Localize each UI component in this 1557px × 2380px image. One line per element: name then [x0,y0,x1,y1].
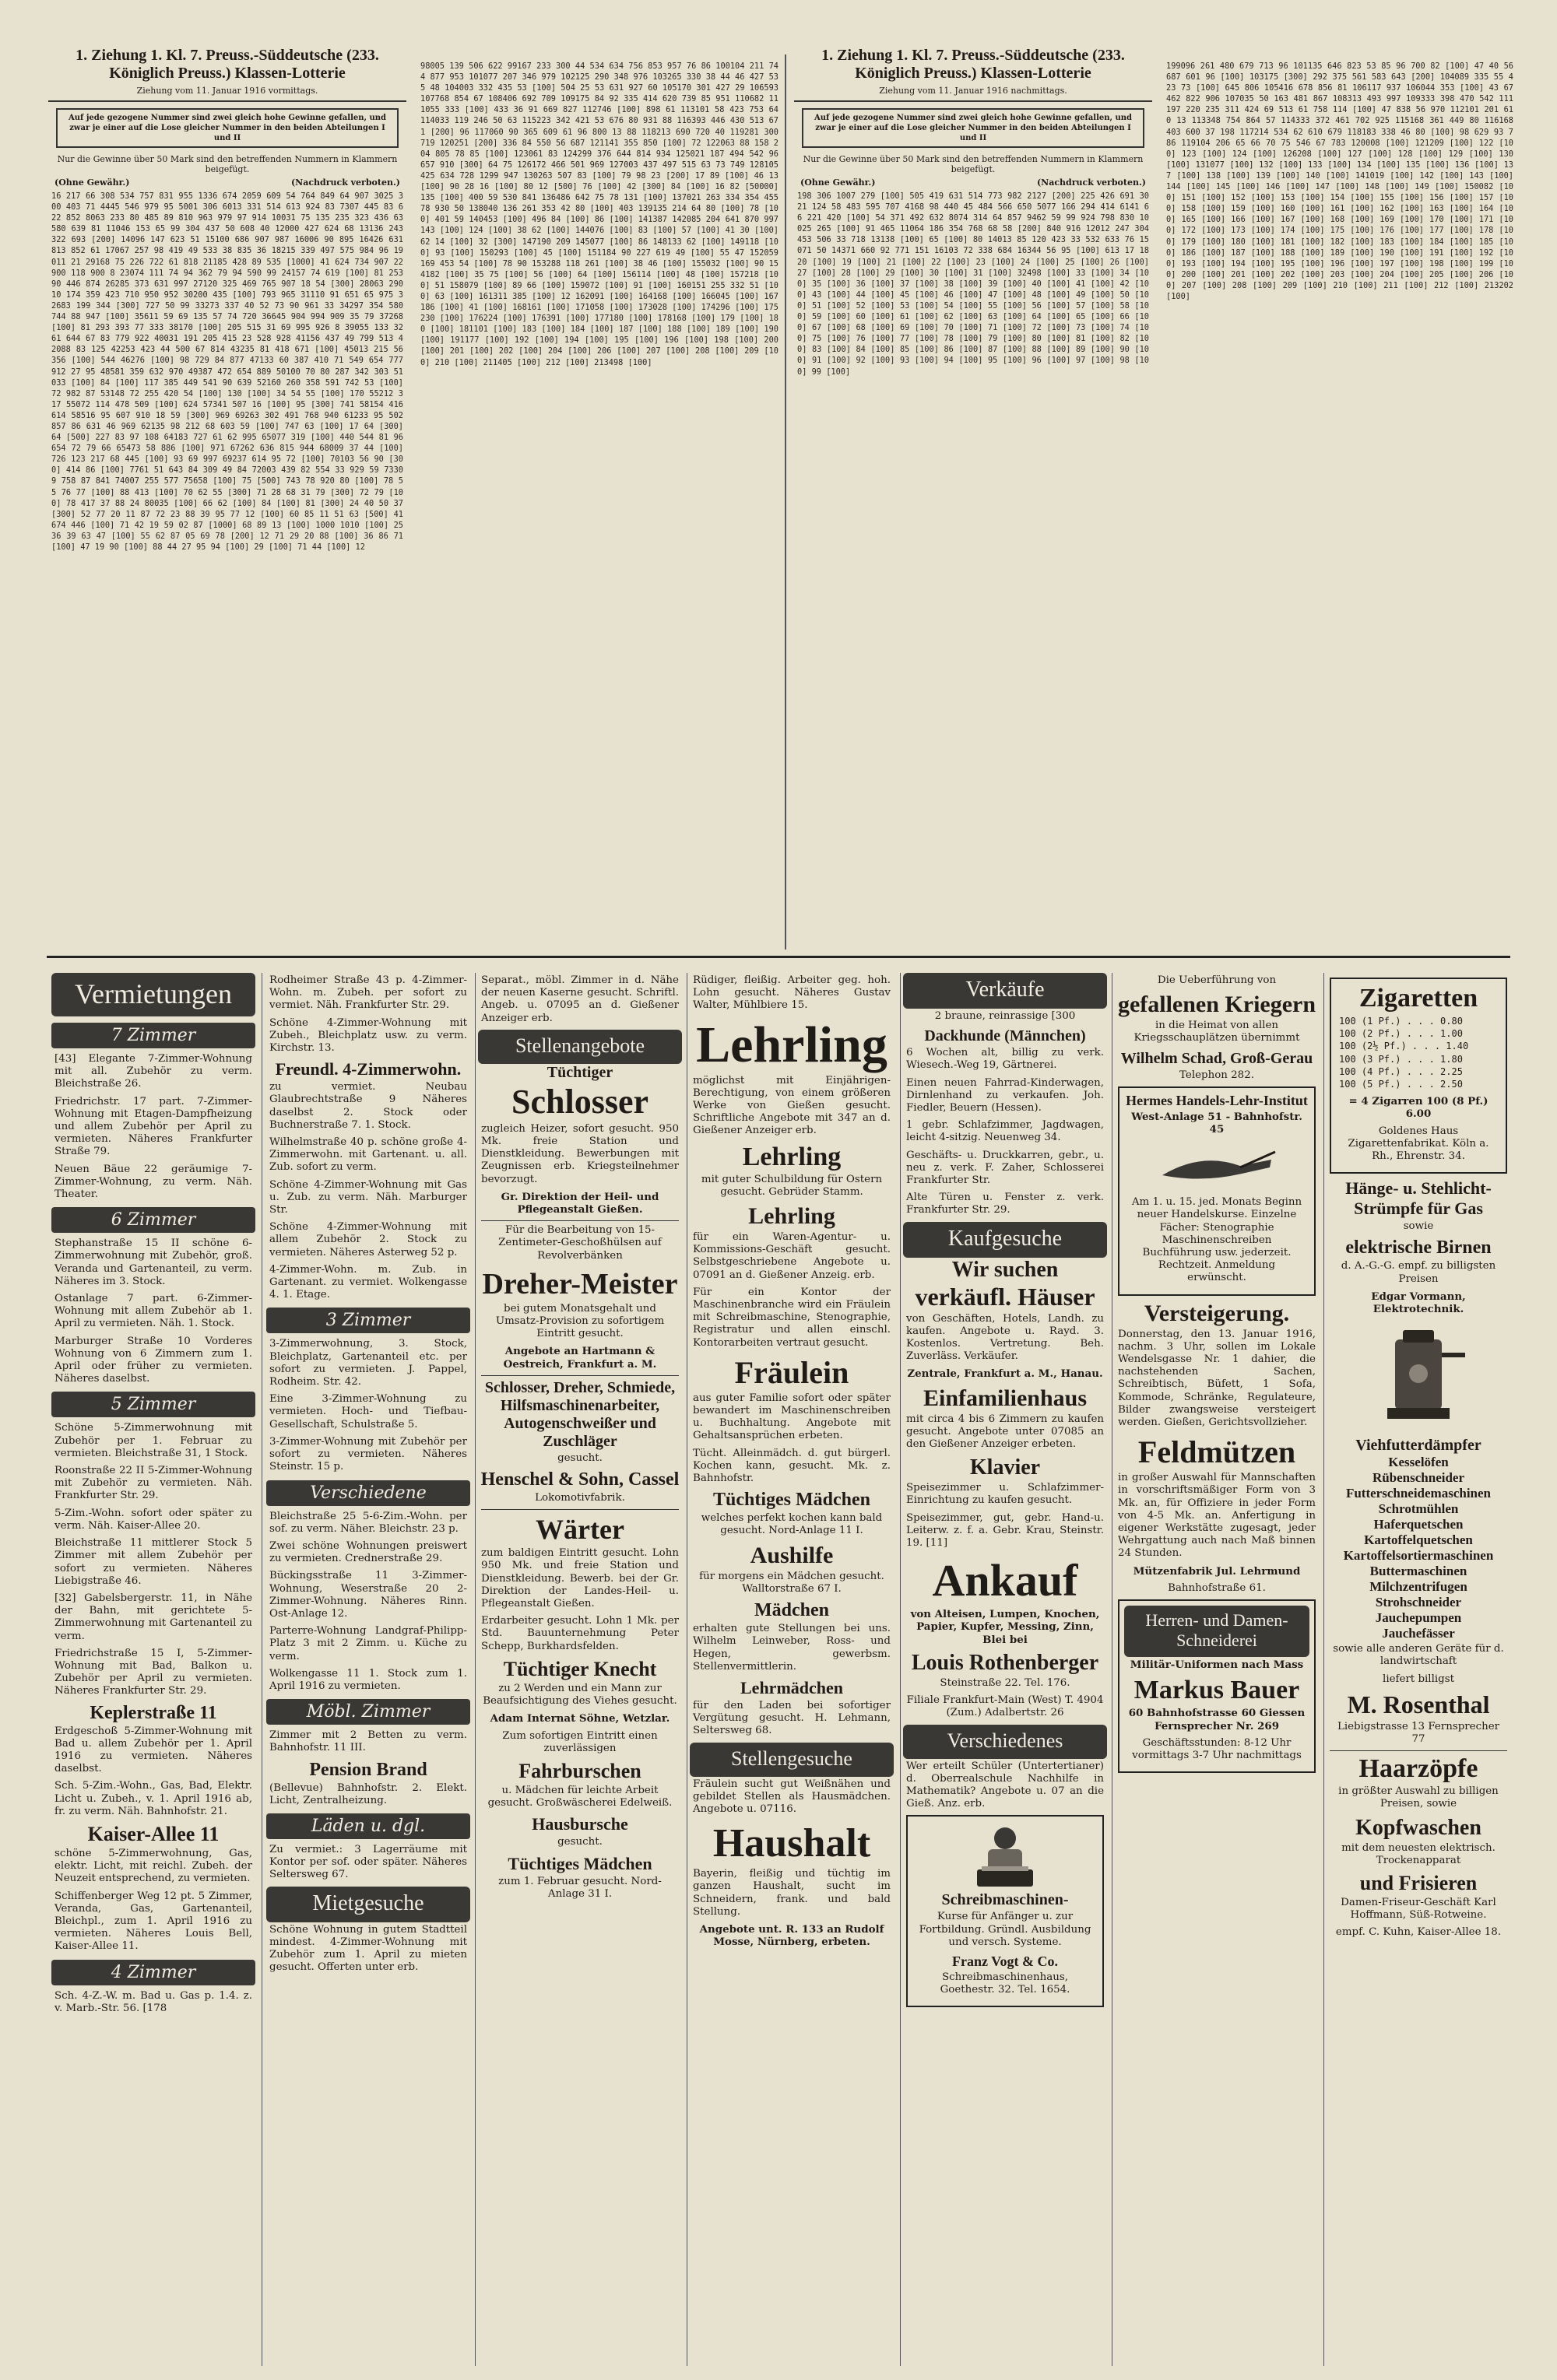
classified-ad: für den Laden bei sofortiger Vergütung gesucht. H. Lehmann, Seltersweg 68. [693,1699,891,1737]
classified-ad: Wilhelmstraße 40 p. schöne große 4-Zimmerwohn. mit Gartenant. u. all. Zub. sofort zu verm. [269,1136,467,1174]
ad-headline: Tüchtiges Mädchen [508,1853,652,1873]
typewriter-ad [906,1815,1104,2007]
lottery-info-box: Auf jede gezogene Nummer sind zwei gleich hohe Gewinne gefallen, und zwar je einer auf die Lose gleicher Nummer in den beiden Abteilungen I und II [56,108,399,148]
ad-headline: Lehrling [748,1203,835,1230]
ad-headline: Franz Vogt & Co. [952,1953,1058,1969]
classified-ad: schöne 5-Zimmerwohnung, Gas, elektr. Licht, mit reichl. Zubeh. der Neuzeit entsprechend, zu vermieten. [54,1847,252,1885]
classified-ad: Separat., möbl. Zimmer in d. Nähe der neuen Kaserne gesucht. Schriftl. Angeb. u. 07095 an d. Gießener Anzeiger erb. [481,974,679,1024]
classified-ad: 2 braune, reinrassige [300 [934,1010,1076,1022]
product-item: Kesselöfen [1388,1455,1449,1470]
classified-ad: zugleich Heizer, sofort gesucht. 950 Mk. freie Station und Dienstkleidung. Bewerbungen mit Zeugnissen erb. Kriegsteilnehmer bevorzugt. [481,1122,679,1185]
section-banner-wanted-rentals: Mietgesuche [266,1887,470,1922]
column-sales [903,973,1107,2366]
lottery-title: 1. Ziehung 1. Kl. 7. Preuss.-Süddeutsche (233. Königlich Preuss.) Klassen-Lotterie [76,47,379,82]
product-item: Kartoffelquetschen [1364,1532,1473,1548]
sub-banner-furnished: Möbl. Zimmer [266,1699,470,1725]
classified-ad: Eine 3-Zimmer-Wohnung zu vermieten. Hoch- und Tiefbau-Gesellschaft, Schulstraße 5. [269,1393,467,1430]
classified-ad: Militär-Uniformen nach Mass [1130,1659,1304,1672]
lottery-numbers: 199096 261 480 679 713 96 101135 646 823 53 85 96 700 82 [100] 47 40 56 687 601 96 [100] 103175 [300] 292 375 561 583 643 [200] 104089 335 55 423 73 [100] 645 806 105416 678 856 81 106117 937 106044 353 [100] 43 67 462 822 906 107035 50 163 481 867 108313 493 997 109333 398 470 542 111197 220 235 311 424 69 513 61 758 114 [100] 47 838 56 970 112101 201 610 13 113348 754 864 57 114333 372 461 702 925 115168 361 449 80 116168 403 600 37 198 117214 534 62 610 679 118183 338 46 80 [100] 98 629 93 786 119104 206 65 66 70 75 546 67 783 120008 [100] 121209 [100] 122 [100] 123 [100] 124 [100] 126208 [100] 127 [100] 128 [100] 129 [100] 130 [100] 131077 [100] 132 [100] 133 [100] 134 [100] 135 [100] 136 [100] 137 [100] 138 [100] 139 [100] 140 [100] 141019 [100] 142 [100] 143 [100] 144 [100] 145 [100] 146 [100] 147 [100] 148 [100] 149 [100] 150082 [100] 151 [100] 152 [100] 153 [100] 154 [100] 155 [100] 156 [100] 157 [100] 158 [100] 159 [100] 160 [100] 161 [100] 162 [100] 163 [100] 164 [100] 165 [100] 166 [100] 167 [100] 168 [100] 169 [100] 170 [100] 171 [100] 172 [100] 173 [100] 174 [100] 175 [100] 176 [100] 177 [100] 178 [100] 179 [100] 180 [100] 181 [100] 182 [100] 183 [100] 184 [100] 185 [100] 186 [100] 187 [100] 188 [100] 189 [100] 190 [100] 191 [100] 192 [100] 193 [100] 194 [100] 195 [100] 196 [100] 197 [100] 198 [100] 199 [100] 200 [100] 201 [100] 202 [100] 203 [100] 204 [100] 205 [100] 206 [100] 207 [100] 208 [100] 209 [100] 210 [100] 211 [100] 212 [100] 213202 [100] [1166,61,1513,301]
ad-headline: elektrische Birnen [1345,1237,1492,1258]
classified-ad: = 4 Zigarren 100 (8 Pf.) 6.00 [1348,1095,1488,1121]
product-item: Milchzentrifugen [1369,1579,1467,1595]
classified-ad: Bayerin, fleißig und tüchtig im ganzen Haushalt, sucht im Schneidern, frank. und bald Stellung. [693,1868,891,1918]
lottery-info-box: Auf jede gezogene Nummer sind zwei gleich hohe Gewinne gefallen, und zwar je einer auf die Lose gleicher Nummer in den beiden Abteilungen I und II [802,108,1144,148]
classified-ad: Schreibmaschinenhaus, Goethestr. 32. Tel. 1654. [940,1971,1070,1996]
ad-headline: Klavier [969,1455,1041,1480]
classified-ad: Geschäftsstunden: 8-12 Uhr vormittags 3-7 Uhr nachmittags [1132,1736,1302,1761]
classified-ad: 6 Wochen alt, billig zu verk. Wiesech.-Weg 19, Gärtnerei. [906,1047,1104,1072]
classified-ad: Friedrichstr. 17 part. 7-Zimmer-Wohnung mit Etagen-Dampfheizung und allem Zubehör per April zu vermieten. Näheres Frankfurter Straße 79. [54,1095,252,1158]
classified-ad: Mützenfabrik Jul. Lehrmund [1133,1564,1301,1578]
sub-banner-5-rooms: 5 Zimmer [51,1392,255,1417]
classified-ad: Schöne 4-Zimmer-Wohnung mit Gas u. Zub. zu verm. Näh. Marburger Str. [269,1178,467,1216]
ad-headline: Keplerstraße 11 [90,1702,217,1723]
ad-headline: Feldmützen [1137,1434,1296,1470]
classified-ad: von Geschäften, Hotels, Landh. zu kaufen. Angebote u. Rayd. 3. Kostenlos. Vertretung. Beh. Zuverläss. Verkäufer. [906,1312,1104,1363]
classified-ad: Einen neuen Fahrrad-Kinderwagen, Dirnlenhand zu verkaufen. Joh. Fiedler, Beuern (Hessen). [906,1076,1104,1115]
ad-headline: Hänge- u. Stehlicht-Strümpfe für Gas [1345,1178,1492,1219]
classified-ad: in großer Auswahl für Mannschaften in vorschriftsmäßiger Form von 3 Mk. an, für Offiziere in jeder Form von 4-5 Mk. an. Anfertigung in eigener Werkstätte zugesagt, jeder Wehrgattung auch nach Maß binnen 24 Stunden. [1118,1472,1316,1560]
lottery-date: Ziehung vom 11. Januar 1916 nachmittags. [879,86,1067,96]
classified-ad: 3-Zimmer-Wohnung mit Zubehör per sofort zu vermieten. Näheres Steinstr. 15 p. [269,1435,467,1473]
ad-headline: gefallenen Kriegern [1117,992,1316,1018]
ad-headline: Lehrling [696,1016,887,1073]
classified-ad: Rüdiger, fleißig. Arbeiter geg. hoh. Lohn gesucht. Näheres Gustav Walter, Mühlbiere 15. [693,974,891,1012]
classified-ad: welches perfekt kochen kann bald gesucht. Nord-Anlage 11 I. [701,1512,883,1537]
classified-ad: (Bellevue) Bahnhofstr. 2. Elekt. Licht, Zentralheizung. [269,1781,467,1806]
classified-ad: 1 gebr. Schlafzimmer, Jagdwagen, leicht 4-sitzig. Neuenweg 34. [906,1119,1104,1144]
lottery-date: Ziehung vom 11. Januar 1916 vormittags. [136,86,318,96]
classified-ad: Fräulein sucht gut Weißnähen und gebildet Stellen als Hausmädchen. Angebote u. 07116. [693,1778,891,1815]
classified-ad: Schöne 4-Zimmer-Wohnung mit allem Zubehör 2. Stock zu vermieten. Näheres Asterweg 52 p. [269,1221,467,1258]
classified-ad: Gr. Direktion der Heil- und Pflegeanstalt Gießen. [501,1190,659,1216]
sub-banner-6-rooms: 6 Zimmer [51,1207,255,1233]
price-row: 100 (1 Pf.) . . . 0.80 [1339,1016,1463,1027]
column-services [1115,973,1319,2366]
product-item: Jauchefässer [1382,1626,1455,1641]
hermes-institute-ad [1118,1086,1316,1296]
classified-ad: d. A.-G.-G. empf. zu billigsten Preisen [1341,1260,1496,1285]
price-row: 100 (3 Pf.) . . . 1.80 [1339,1053,1463,1065]
lottery-block-1 [48,47,406,950]
section-banner-purchase-wanted: Kaufgesuche [903,1222,1107,1258]
classified-ad: Für ein Kontor der Maschinenbranche wird ein Fräulein mit Schreibmaschine, Stenographie, Registratur und allen einschl. Kontorarbeiten vertraut gesucht. [693,1286,891,1349]
no-guarantee: (Ohne Gewähr.) [800,177,876,188]
section-banner-sales: Verkäufe [903,973,1107,1009]
classified-ad: Goldenes Haus Zigarettenfabrikat. Köln a. Rh., Ehrenstr. 34. [1348,1125,1489,1163]
ad-headline: Pension Brand [309,1759,427,1780]
classified-ad: Lokomotivfabrik. [535,1492,625,1504]
classified-ad: Angebote unt. R. 133 an Rudolf Mosse, Nürnberg, erbeten. [699,1922,884,1949]
classified-ad: Wolkengasse 11 1. Stock zum 1. April 1916 zu vermieten. [269,1667,467,1692]
classified-ad: Schöne Wohnung in gutem Stadtteil mindest. 4-Zimmer-Wohnung mit Zubehör zum 1. April zu mieten gesucht. Offerten unter erb. [269,1923,467,1974]
classified-ad: zu 2 Werden und ein Mann zur Beaufsichtigung des Viehes gesucht. [483,1682,677,1708]
ad-headline: Fräulein [734,1354,849,1390]
classified-ad: gesucht. [557,1452,603,1464]
section-banner-misc: Verschiedenes [903,1725,1107,1759]
classified-ad: sowie [1403,1220,1434,1233]
classified-ad: 5-Zim.-Wohn. sofort oder später zu verm. Näh. Kaiser-Allee 20. [54,1507,252,1532]
no-reprint: (Nachdruck verboten.) [1036,177,1146,188]
classified-ad: Kurse für Anfänger u. zur Fortbildung. Gründl. Ausbildung und versch. Systeme. [919,1911,1091,1948]
classified-ad: Liebigstrasse 13 Fernsprecher 77 [1337,1720,1500,1746]
classified-ad: Donnerstag, den 13. Januar 1916, nachm. 3 Uhr, sollen im Lokale Wendelsgasse Nr. 1 dahier, die nachstehenden Sachen, Schreibtisch, Büfett, 1 Sofa, Kommode, Schränke, Regulateure, Bilder zwangsweise versteigert werden. Gießen, Gerichtsvollzieher. [1118,1328,1316,1429]
classified-ad: Steinstraße 22. Tel. 176. [940,1676,1070,1689]
product-item: Futterschneidemaschinen [1345,1486,1492,1501]
classified-ad: aus guter Familie sofort oder später bewandert im Maschinenschreiben u. Buchhaltung. Angebote mit Gehaltsansprüchen erbeten. [693,1392,891,1442]
column-rule [1323,973,1324,2366]
ad-headline: Ankauf [932,1555,1078,1606]
ad-headline: Wir suchen [951,1257,1059,1282]
classified-ad: Speisezimmer u. Schlafzimmer-Einrichtung zu kaufen gesucht. [906,1482,1104,1507]
classified-ad: Zum sofortigen Eintritt einen zuverlässigen [502,1729,658,1754]
lottery-title: 1. Ziehung 1. Kl. 7. Preuss.-Süddeutsche (233. Königlich Preuss.) Klassen-Lotterie [821,47,1125,82]
ad-headline: Louis Rothenberger [911,1650,1099,1675]
steamer-machine-icon [1327,1320,1510,1437]
classified-ad: 4-Zimmer-Wohn. m. Zub. in Gartenant. zu vermiet. Wolkengasse 4. 1. Etage. [269,1263,467,1301]
classified-ad: Bleichstraße 25 5-6-Zim.-Wohn. per sof. zu verm. Näher. Bleichstr. 23 p. [269,1510,467,1535]
ad-headline: Haarzöpfe [1358,1754,1478,1784]
classified-ad: Damen-Friseur-Geschäft Karl Hoffmann, Süß-Rotweine. [1341,1897,1496,1922]
classified-ad: Stephanstraße 15 II schöne 6-Zimmerwohnung mit Zubehör, groß. Veranda und Gartenanteil, zu verm. Näheres im 3. Stock. [54,1237,252,1287]
writing-hand-icon [1124,1140,1309,1195]
classified-ad: Tücht. Alleinmädch. d. gut bürgerl. Kochen kann, gesucht. Mk. z. Bahnhofstr. [693,1447,891,1485]
classified-ad: Wer erteilt Schüler (Untertertianer) d. Oberrealschule Nachhilfe in Mathematik? Angebote u. 07 an die Gieß. Anz. erb. [906,1760,1104,1810]
column-jobs-2 [690,973,894,2366]
ad-headline: Lehrmädchen [740,1677,843,1697]
product-item: Jauchepumpen [1375,1610,1462,1626]
no-guarantee: (Ohne Gewähr.) [54,177,130,188]
ad-headline: Kaiser-Allee 11 [87,1822,220,1845]
ad-headline: Kopfwaschen [1355,1815,1481,1840]
column-rule [475,973,476,2366]
classified-ad: Die Ueberführung von [1157,974,1277,986]
ad-headline: Mädchen [754,1600,829,1621]
product-item: Haferquetschen [1373,1517,1464,1532]
ad-headline: Tüchtiges Mädchen [712,1490,870,1511]
classified-ad: für morgens ein Mädchen gesucht. Walltorstraße 67 I. [699,1570,884,1595]
classified-ad: Zwei schöne Wohnungen preiswert zu vermieten. Crednerstraße 29. [269,1539,467,1565]
classified-ad: von Alteisen, Lumpen, Knochen, Papier, Kupfer, Messing, Zinn, Blei bei [910,1608,1100,1646]
no-reprint: (Nachdruck verboten.) [290,177,400,188]
ad-headline: Wärter [536,1514,624,1546]
classified-ad: Ostanlage 7 part. 6-Zimmer-Wohnung mit allem Zubehör ab 1. April zu vermieten. Näh. 1. Stock. [54,1293,252,1330]
ad-headline: Schlosser, Dreher, Schmiede, Hilfsmaschinenarbeiter, Autogenschweißer und Zuschläger [484,1378,676,1450]
tailor-ad [1118,1599,1316,1773]
classified-ad: Bahnhofstraße 61. [1168,1581,1266,1594]
ad-headline: Herren- und Damen-Schneiderei [1124,1606,1309,1657]
classified-ad: Zu vermiet.: 3 Lagerräume mit Kontor per sof. oder später. Näheres Seltersweg 67. [269,1843,467,1881]
lottery-note: Nur die Gewinne über 50 Mark sind den betreffenden Nummern in Klammern beigefügt. [803,154,1144,174]
price-row: 100 (2 Pf.) . . . 1.00 [1339,1028,1463,1040]
section-divider [47,956,1510,958]
classified-ad: Angebote an Hartmann & Oestreich, Frankfurt a. M. [503,1345,657,1371]
classified-ad: 60 Bahnhofstrasse 60 Giessen Fernsprecher Nr. 269 [1128,1707,1306,1732]
ad-headline: Dackhunde (Männchen) [924,1027,1086,1045]
typewriter-woman-icon [912,1821,1098,1891]
classified-ad: Sch. 4-Z.-W. m. Bad u. Gas p. 1.4. z. v. Marb.-Str. 56. [178 [54,1989,252,2014]
classified-ad: zu vermiet. Neubau Glaubrechtstraße 9 Näheres daselbst 2. Stock oder Buchnerstraße 7. 1. Stock. [269,1081,467,1131]
classified-ad: Schöne 4-Zimmer-Wohnung mit Zubeh., Bleichplatz usw. zu verm. Kirchstr. 13. [269,1016,467,1055]
ad-headline: Tüchtiger [547,1063,613,1081]
lottery-numbers: 16 217 66 308 534 757 831 955 1336 674 2059 609 54 764 849 64 907 3025 300 403 71 4445 546 979 95 5001 306 6013 331 514 613 924 83 7307 445 83 622 852 8063 233 80 485 89 810 963 979 97 914 10031 75 135 235 323 436 63 580 639 81 11046 153 65 99 304 437 50 608 40 12000 427 624 68 13136 243 322 693 [200] 14096 147 623 51 15100 686 907 987 16006 90 895 16426 631 813 852 61 17067 257 98 419 49 533 38 835 36 18215 339 497 575 984 96 19011 21 29168 75 226 722 61 818 21185 428 89 535 [1000] 41 624 734 907 22900 118 900 8 23074 111 74 94 362 79 94 590 99 24157 74 619 [100] 81 25390 446 874 26285 373 631 997 27120 325 469 765 907 18 54 [300] 28063 29010 174 359 423 710 950 952 30200 435 [100] 793 965 31110 91 651 65 975 32683 199 344 [300] 727 50 99 33273 337 40 52 73 90 961 33 34297 354 580 744 88 947 [100] 35611 59 69 135 57 74 720 36645 904 994 909 35 79 37268 [100] 81 293 393 77 333 38170 [100] 205 515 31 69 995 926 8 39055 133 32 61 644 67 83 779 922 40031 191 205 415 23 528 928 41156 437 49 799 513 42088 83 125 42253 423 44 500 67 814 43235 81 418 671 [100] 45013 215 56 356 [100] 544 46276 [100] 98 729 84 877 47133 60 387 410 71 549 654 777 912 27 95 48581 359 632 970 49387 472 654 889 50100 70 80 287 342 303 51033 [100] 84 [100] 117 385 449 541 90 639 52160 260 358 591 742 53 [100] 72 982 87 53148 72 255 420 54 [100] 130 [100] 34 54 55 [100] 170 55212 317 55072 114 478 509 [100] 624 57341 507 16 [100] 95 [300] 741 58154 416 614 58516 95 607 910 18 59 [300] 969 69263 302 491 768 940 61233 95 502 857 86 631 46 969 62135 98 212 68 603 59 [100] 747 63 [100] 17 64 [300] 64 [500] 227 83 97 108 64183 727 61 62 995 65077 319 [100] 440 544 81 96 654 72 79 66 65473 58 886 [100] 971 67262 636 815 944 68009 37 44 [100] 726 123 217 68 445 [100] 93 69 997 69237 614 95 72 [100] 70103 56 90 [300] 414 86 [100] 7761 51 643 84 309 49 84 72003 439 82 554 33 929 59 73309 758 87 841 74007 255 577 75658 [100] 75 [500] 743 78 920 80 [100] 78 55 76 77 [100] 88 413 [100] 70 62 55 [300] 71 28 68 31 79 [300] 72 79 [100] 78 417 37 88 24 80035 [100] 66 62 [100] 84 [100] 81 [300] 24 40 50 37 [300] 52 77 20 11 87 72 23 88 39 95 77 12 [100] 60 85 11 51 63 [500] 41 674 446 [100] 71 42 19 59 02 87 [1000] 68 89 13 [100] 1000 1010 [100] 25 36 39 63 47 [100] 55 62 87 05 69 78 [200] 12 71 29 20 88 [100] 36 86 71 [100] 47 19 90 [100] 88 44 27 95 94 [100] 29 [100] 71 44 [100] 12 [51,191,403,552]
classified-ad: Alte Türen u. Fenster z. verk. Frankfurter Str. 29. [906,1192,1104,1216]
sub-banner-4-rooms: 4 Zimmer [51,1960,255,1985]
ad-headline: Schreibmaschinen- [941,1891,1069,1909]
classified-ad: u. Mädchen für leichte Arbeit gesucht. Großwäscherei Edelweiß. [487,1784,673,1810]
ad-headline: Freundl. 4-Zimmerwohn. [275,1059,462,1079]
ad-headline: Zigaretten [1358,984,1478,1013]
ad-headline: Schlosser [511,1082,648,1121]
classified-ad: in die Heimat von allen Kriegsschauplätzen übernimmt [1133,1020,1300,1044]
classified-ad: Marburger Straße 10 Vorderes Wohnung von 6 Zimmern zum 1. April oder früher zu vermieten. Näheres daselbst. [54,1335,252,1385]
classified-ad: [43] Elegante 7-Zimmer-Wohnung mit all. Zubehör zu verm. Bleichstraße 26. [54,1053,252,1090]
classified-ad: [32] Gabelsbergerstr. 11, in Nähe der Bahn, mit gerichtete 5-Zimmerwohnung mit Gartenanteil zu verm. [54,1592,252,1642]
lottery-numbers: 98005 139 506 622 99167 233 300 44 534 634 756 853 957 76 86 100104 211 744 877 953 101077 207 346 979 102125 290 348 976 103265 330 38 44 46 427 535 48 104003 332 435 53 [100] 504 25 53 631 927 60 105170 301 427 29 106593 107768 854 67 108406 692 709 109175 84 92 335 414 620 739 85 951 110682 111055 333 [100] 433 36 91 669 827 112746 [100] 898 61 113101 58 423 753 64 114033 119 246 50 63 115223 342 421 53 676 80 931 88 116393 446 430 513 671 [200] 96 117060 90 365 609 61 96 800 13 88 118213 690 720 40 119281 300 719 120251 [200] 336 84 550 56 687 121141 355 850 [100] 72 122063 88 158 204 805 78 85 [100] 123061 83 124299 376 644 814 934 125021 187 494 542 96 657 910 [300] 64 75 126172 466 501 969 127003 437 497 515 63 73 749 128105 425 634 728 1299 947 130263 507 83 [100] 79 98 23 [200] 17 89 [100] 46 13 [100] 90 28 16 [100] 80 12 [500] 76 [100] 42 [300] 84 [100] 16 82 [50000] 135 [100] 400 59 530 841 136486 642 75 78 131 [100] 137021 263 334 354 455 78 930 50 138040 136 261 353 42 80 [100] 403 139135 214 64 80 [100] 78 [100] 401 59 140453 [100] 496 84 [100] 86 [100] 141387 142085 204 641 870 997 143 [100] 124 [100] 38 62 [100] 144076 [100] 83 [100] 57 [100] 41 30 [100] 62 14 [100] 32 [300] 147190 209 145077 [100] 86 148133 62 [100] 149118 [100] 93 [100] 150293 [100] 45 [100] 151184 90 227 619 49 [100] 55 47 152059 169 453 54 [100] 78 90 153288 118 261 [100] 38 46 [100] 155032 [100] 90 154182 [100] 35 75 [100] 56 [100] 64 [100] 156114 [100] 48 [100] 157218 [100] 51 158079 [100] 89 66 [100] 159072 [100] 91 [100] 160151 255 332 51 [100] 63 [100] 161311 385 [100] 12 162091 [100] 164168 [100] 166045 [100] 167186 [100] 41 [100] 168161 [100] 171058 [100] 173028 [100] 174296 [100] 175230 [100] 176224 [100] 176391 [100] 177180 [100] 178168 [100] 179 [100] 180 [100] 181101 [100] 183 [100] 184 [100] 187 [100] 188 [100] 189 [100] 190 [100] 191177 [100] 192 [100] 194 [100] 195 [100] 196 [100] 198 [100] 200 [100] 201 [100] 202 [100] 204 [100] 206 [100] 207 [100] 208 [100] 209 [100] 210 [100] 211405 [100] 212 [100] 213498 [100] [420,61,778,367]
classified-ad: Zentrale, Frankfurt a. M., Hanau. [907,1367,1103,1381]
classified-ad: möglichst mit Einjährigen-Berechtigung, von einem größeren Werke von Gießen gesucht. Schriftliche Angebote mit 347 an d. Gießener Anzeiger erb. [693,1074,891,1137]
product-item: Kartoffelsortiermaschinen [1343,1548,1494,1564]
classified-ad: sowie alle anderen Geräte für d. landwirtschaft [1333,1643,1504,1668]
classified-ad: Filiale Frankfurt-Main (West) T. 4904 (Zum.) Adalbertstr. 26 [906,1694,1104,1719]
ad-headline: Henschel & Sohn, Cassel [480,1469,680,1490]
sub-banner-3-rooms: 3 Zimmer [266,1308,470,1333]
classified-ad: mit dem neuesten elektrisch. Trockenapparat [1341,1841,1495,1866]
classified-ad: mit circa 4 bis 6 Zimmern zu kaufen gesucht. Angebote unter 07085 an den Gießener Anzeiger erbeten. [906,1413,1104,1451]
price-row: 100 (4 Pf.) . . . 2.25 [1339,1065,1463,1077]
classified-ad: West-Anlage 51 - Bahnhofstr. 45 [1131,1110,1302,1136]
classified-ad: 3-Zimmerwohnung, 3. Stock, Bleichplatz, Gartenanteil etc. per sofort zu vermieten. J. Pappel, Rodheim. Str. 42. [269,1338,467,1388]
classified-ad: Bleichstraße 11 mittlerer Stock 5 Zimmer mit allem Zubehör per sofort zu vermieten. Näheres Liebigstraße 46. [54,1537,252,1587]
classified-ad: Rodheimer Straße 43 p. 4-Zimmer-Wohn. m. Zubeh. per sofort zu vermiet. Näh. Frankfurter Str. 29. [269,974,467,1012]
cigarette-ad [1330,978,1507,1174]
ad-headline: Tüchtiger Knecht [503,1657,657,1680]
product-item: Rübenschneider [1372,1470,1465,1486]
ad-headline: und Frisieren [1359,1872,1478,1895]
ad-headline: Einfamilienhaus [923,1385,1088,1411]
ad-headline: Versteigerung. [1144,1300,1290,1326]
classified-ad: Edgar Vormann, Elektrotechnik. [1371,1290,1466,1316]
section-banner-rentals: Vermietungen [51,973,255,1016]
classified-ad: Friedrichstraße 15 I, 5-Zimmer-Wohnung mit Bad, Balkon u. Zubehör per April zu vermieten. Näheres Frankfurter Str. 29. [54,1647,252,1697]
classified-ad: Speisezimmer, gut, gebr. Hand-u. Leiterw. z. f. a. Gebr. Krau, Steinstr. 19. [11] [906,1511,1104,1550]
ad-headline: M. Rosenthal [1347,1690,1490,1718]
classified-ad: Zimmer mit 2 Betten zu verm. Bahnhofstr. 11 III. [269,1729,467,1754]
classified-ad: für ein Waren-Agentur- u. Kommissions-Geschäft gesucht. Selbstgeschriebene Angebote u. 07091 an d. Gießener Anzeig. erb. [693,1231,891,1281]
price-row: 100 (5 Pf.) . . . 2.50 [1339,1079,1463,1090]
ad-headline: Lehrling [742,1142,842,1171]
column-rule [900,973,901,2366]
classified-ad: mit guter Schulbildung für Ostern gesucht. Gebrüder Stamm. [701,1173,883,1198]
ad-headline: Haushalt [712,1821,871,1866]
lottery-note: Nur die Gewinne über 50 Mark sind den betreffenden Nummern in Klammern beigefügt. [57,154,398,174]
section-banner-job-offers: Stellenangebote [478,1030,682,1064]
classified-ad: zum baldigen Eintritt gesucht. Lohn 950 Mk. und freie Station und Dienstkleidung. Bewerb. bei der Gr. Direktion der Landes-Heil- u. Pflegeanstalt Gießen. [481,1547,679,1610]
classified-ad: Schiffenberger Weg 12 pt. 5 Zimmer, Veranda, Gas, Gartenanteil, Bleichpl., zum 1. April 1916 zu vermieten. Näheres Louis Bell, Kaiser-Allee 11. [54,1890,252,1953]
classified-ad: in größter Auswahl zu billigen Preisen, sowie [1338,1785,1499,1810]
classified-ad: Erdarbeiter gesucht. Lohn 1 Mk. per Std. Bauunternehmung Peter Schepp, Burkhardsfelden. [481,1615,679,1652]
sub-banner-shops: Läden u. dgl. [266,1813,470,1839]
ad-headline: Viehfutterdämpfer [1355,1437,1481,1455]
ad-headline: Dreher-Meister [482,1267,678,1301]
classified-ad: Roonstraße 22 II 5-Zimmer-Wohnung mit Zubehör zu vermieten. Näh. Frankfurter Str. 29. [54,1465,252,1502]
sub-banner-misc: Verschiedene [266,1480,470,1506]
section-banner-job-seekers: Stellengesuche [690,1743,894,1777]
classified-ad: Bückingsstraße 11 3-Zimmer-Wohnung, Weserstraße 20 2-Zimmer-Wohnung. Näheres Rinn. Ost-Anlage 12. [269,1570,467,1620]
classified-ad: Parterre-Wohnung Landgraf-Philipp-Platz 3 mit 2 Zimm. u. Küche zu verm. [269,1625,467,1662]
product-item: Schrotmühlen [1378,1501,1459,1517]
column-jobs [478,973,682,2366]
sub-banner-7-rooms: 7 Zimmer [51,1023,255,1048]
ad-headline: Wilhelm Schad, Groß-Gerau [1120,1049,1313,1067]
ad-headline: Hermes Handels-Lehr-Institut [1126,1092,1308,1108]
column-products [1327,973,1510,2366]
ad-headline: verkäufl. Häuser [915,1282,1095,1311]
price-row: 100 (2½ Pf.) . . . 1.40 [1339,1041,1469,1052]
classified-ad: Erdgeschoß 5-Zimmer-Wohnung mit Bad u. allem Zubehör per 1. April 1916 zu vermieten. Näheres daselbst. [54,1725,252,1775]
classified-ad: Adam Internat Söhne, Wetzlar. [490,1712,670,1725]
ad-headline: Markus Bauer [1133,1676,1300,1705]
classified-ad: bei gutem Monatsgehalt und Umsatz-Provision zu sofortigem Eintritt gesucht. [495,1302,665,1340]
column-rentals-2 [266,973,470,2366]
classified-ad: Für die Bearbeitung von 15-Zentimeter-Geschoßhülsen auf Revolverbänken [498,1224,662,1262]
lottery-numbers: 198 306 1007 279 [100] 505 419 631 514 773 982 2127 [200] 225 426 691 3021 124 58 483 595 707 4168 98 440 45 484 566 650 5077 166 294 414 6141 66 221 420 [100] 54 371 492 632 8074 314 64 857 9462 59 99 924 798 830 10025 265 [100] 91 465 11064 186 354 768 68 58 [200] 840 916 12012 247 304 453 506 33 718 13138 [100] 65 [100] 80 14013 85 120 423 33 532 633 76 15071 50 14371 660 92 771 151 16103 72 338 684 16344 56 95 [100] 613 17 18 20 [100] 19 [100] 21 [100] 22 [100] 23 [100] 24 [100] 25 [100] 26 [100] 27 [100] 28 [100] 29 [100] 30 [100] 31 [100] 32498 [100] 33 [100] 34 [100] 35 [100] 36 [100] 37 [100] 38 [100] 39 [100] 40 [100] 41 [100] 42 [100] 43 [100] 44 [100] 45 [100] 46 [100] 47 [100] 48 [100] 49 [100] 50 [100] 51 [100] 52 [100] 53 [100] 54 [100] 55 [100] 56 [100] 57 [100] 58 [100] 59 [100] 60 [100] 61 [100] 62 [100] 63 [100] 64 [100] 65 [100] 66 [100] 67 [100] 68 [100] 69 [100] 70 [100] 71 [100] 72 [100] 73 [100] 74 [100] 75 [100] 76 [100] 77 [100] 78 [100] 79 [100] 80 [100] 81 [100] 82 [100] 83 [100] 84 [100] 85 [100] 86 [100] 87 [100] 88 [100] 89 [100] 90 [100] 91 [100] 92 [100] 93 [100] 94 [100] 95 [100] 96 [100] 97 [100] 98 [100] 99 [100] [797,191,1149,377]
classified-ad: Schöne 5-Zimmerwohnung mit Zubehör per 1. Februar zu vermieten. Bleichstraße 31, 1 Stock. [54,1422,252,1459]
classified-ad: liefert billigst [1383,1673,1454,1685]
classified-ad: Am 1. u. 15. jed. Monats Beginn neuer Handelskurse. Einzelne Fächer: Stenographie Maschinenschreiben Buchführung usw. jederzeit. Rechtzeit. Anmeldung erwünscht. [1131,1196,1302,1284]
ad-headline: Fahrburschen [518,1759,641,1782]
column-rule [785,54,786,950]
classified-ad: erhalten gute Stellungen bei uns. Wilhelm Leinweber, Ross- und Hegen, gewerbsm. Stellenvermittlerin. [693,1623,891,1673]
classified-ad: Sch. 5-Zim.-Wohn., Gas, Bad, Elektr. Licht u. Zubeh., v. 1. April 1916 ab, fr. zu verm. Näh. Bahnhofstr. 21. [54,1780,252,1817]
product-item: Buttermaschinen [1369,1564,1467,1579]
classified-ad: empf. C. Kuhn, Kaiser-Allee 18. [1335,1926,1502,1939]
lottery-block-2 [794,47,1152,950]
classified-ad: Telephon 282. [1179,1069,1254,1081]
ad-headline: Aushilfe [750,1542,834,1568]
product-item: Strohschneider [1375,1595,1462,1610]
ad-headline: Hausbursche [532,1814,628,1834]
classified-ad: gesucht. [557,1836,603,1848]
classified-ad: Neuen Bäue 22 geräumige 7-Zimmer-Wohnung, zu verm. Näh. Theater. [54,1163,252,1201]
classified-ad: zum 1. Februar gesucht. Nord-Anlage 31 I. [498,1875,662,1900]
classified-ad: Geschäfts- u. Druckkarren, gebr., u. neu z. verk. F. Zaher, Schlosserei Frankfurter Str. [906,1149,1104,1187]
column-rentals [51,973,255,2366]
